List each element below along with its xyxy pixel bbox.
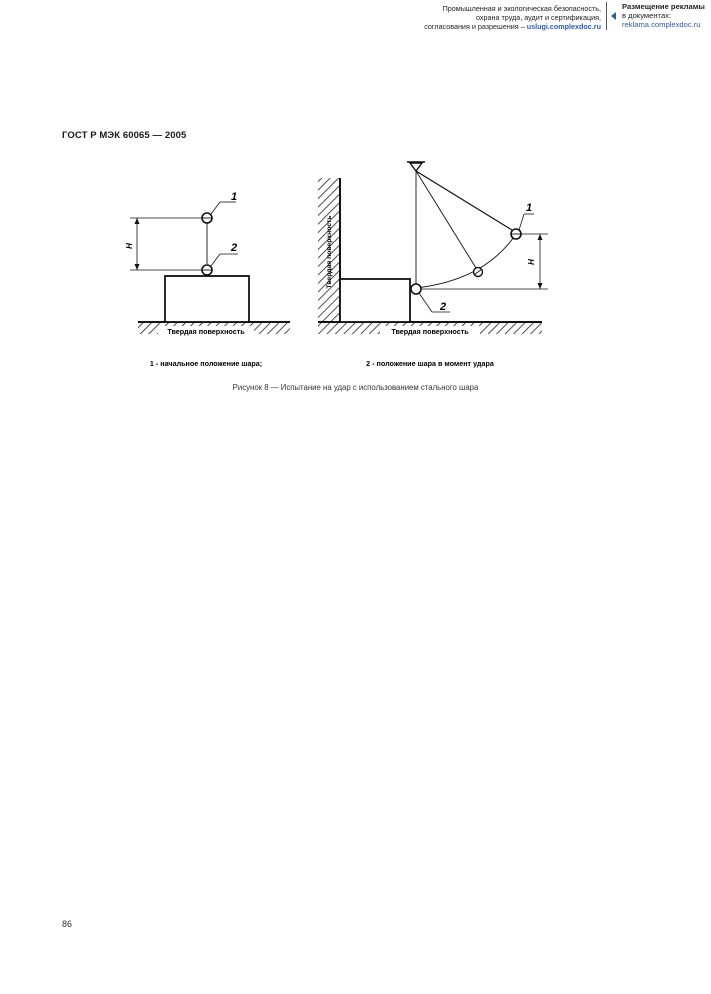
figure-caption: Рисунок 8 — Испытание на удар с использованием стального шара bbox=[232, 383, 479, 392]
document-header: ГОСТ Р МЭК 60065 — 2005 bbox=[62, 130, 187, 141]
ad-link-reklama[interactable]: reklama.complexdoc.ru bbox=[622, 20, 701, 29]
right-leader-1 bbox=[519, 214, 524, 230]
right-leader-2 bbox=[419, 293, 432, 312]
left-height-label: H bbox=[125, 243, 134, 249]
swing-arc bbox=[416, 234, 516, 288]
ad-banner-right bbox=[622, 2, 710, 29]
right-panel bbox=[318, 162, 548, 368]
right-label-1: 1 bbox=[526, 202, 533, 214]
ad-right-line2: в документах: bbox=[622, 11, 672, 20]
right-height-label: H bbox=[527, 259, 536, 265]
figure-impact-test bbox=[110, 160, 560, 380]
ad-left-line3-prefix: согласования и разрешения – bbox=[424, 22, 525, 31]
left-surface-label: Твердая поверхность bbox=[167, 327, 245, 336]
string-mid bbox=[416, 171, 476, 268]
ad-left-line3 bbox=[391, 22, 601, 31]
left-leader-2 bbox=[211, 254, 220, 266]
string-start bbox=[416, 171, 512, 230]
ad-right-title: Размещение рекламы bbox=[622, 2, 705, 11]
right-dim-arrow-up bbox=[538, 234, 543, 240]
left-label-2: 2 bbox=[231, 242, 238, 254]
left-dim-arrow-up bbox=[135, 218, 140, 224]
left-box bbox=[165, 276, 249, 322]
ad-banner-left bbox=[391, 4, 601, 31]
arrow-left-icon bbox=[611, 12, 616, 20]
right-ball-impact bbox=[411, 284, 421, 294]
ad-link-uslugi[interactable]: uslugi.complexdoc.ru bbox=[526, 22, 601, 31]
right-wall-label: Твердая поверхность bbox=[326, 215, 333, 289]
left-legend: 1 - начальное положение шара; bbox=[149, 359, 263, 368]
pivot-triangle bbox=[410, 163, 422, 171]
page-number: 86 bbox=[62, 919, 73, 929]
ad-left-line2: охрана труда, аудит и сертификация, bbox=[476, 13, 601, 22]
left-label-1: 1 bbox=[231, 191, 238, 203]
left-panel bbox=[125, 191, 290, 368]
ad-divider bbox=[606, 2, 607, 30]
right-dim-arrow-down bbox=[538, 283, 543, 289]
right-box bbox=[340, 279, 410, 322]
left-dim-arrow-down bbox=[135, 264, 140, 270]
right-label-2: 2 bbox=[440, 301, 447, 313]
right-surface-label: Твердая поверхность bbox=[391, 327, 469, 336]
figure-drawing bbox=[110, 160, 560, 380]
left-leader-1 bbox=[211, 202, 220, 214]
right-legend: 2 - положение шара в момент удара bbox=[366, 359, 494, 368]
ad-left-line1: Промышленная и экологическая безопасность, bbox=[442, 4, 601, 13]
